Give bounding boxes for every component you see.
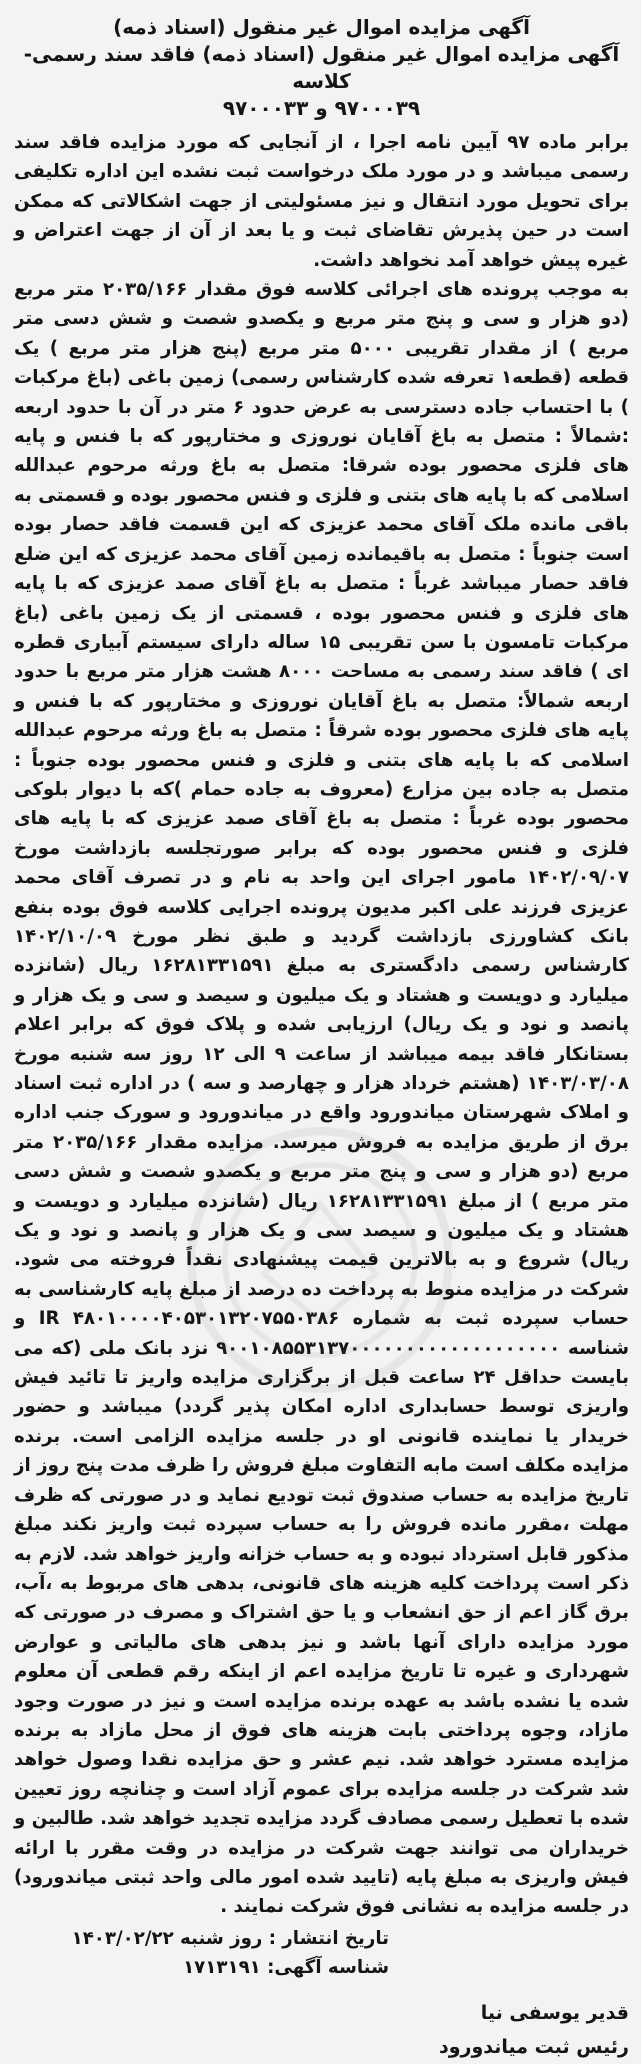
publish-date: تاریخ انتشار : روز شنبه ۱۴۰۳/۰۲/۲۲: [71, 1927, 389, 1949]
signer-name: قدیر یوسفی نیا: [480, 2001, 629, 2024]
notice-header: [14, 14, 629, 122]
case-numbers: ۹۷۰۰۰۳۹ و ۹۷۰۰۰۳۳: [222, 96, 421, 120]
signature-block: [14, 1996, 629, 2064]
notice-paragraph-details: به موجب پرونده های اجرائی کلاسه فوق مقدار ۲۰۳۵/۱۶۶ متر مربع (دو هزار و سی و پنج متر مربع و یکصدو شصت و شش دسی متر مربع ) از مقدار تقریبی ۵۰۰۰ متر مربع (پنج هزار متر مربع ) یک قطعه (قطعه۱ تعرفه شده کارشناس رسمی) زمین باغی (باغ مرکبات ) با احتساب جاده دسترسی به عرض حدود ۶ متر در آن با حدود اربعه :شمالاً : متصل به باغ آقایان نوروزی و مختارپور که با فنس و پایه های فلزی محصور بوده شرقا: متصل به باغ ورثه مرحوم عبدالله اسلامی که با پایه های بتنی و فلزی و فنس محصور بوده و قسمتی به باقی مانده ملک آقای محمد عزیزی که این قسمت فاقد حصار بوده است جنوباً : متصل به باقیمانده زمین آقای محمد عزیزی که این ضلع فاقد حصار میباشد غرباً : متصل به باغ آقای صمد عزیزی که با پایه های فلزی و فنس محصور بوده ، قسمتی از یک زمین باغی (باغ مرکبات تامسون با سن تقریبی ۱۵ ساله دارای سیستم آبیاری قطره ای ) فاقد سند رسمی به مساحت ۸۰۰۰ هشت هزار متر مربع با حدود اربعه شمالاً: متصل به باغ آقایان نوروزی و مختارپور که با فنس و پایه های فلزی محصور بوده شرقاً : متصل به باغ ورثه مرحوم عبدالله اسلامی که با پایه های بتنی و فلزی و فنس محصور بوده جنوباً : متصل به جاده بین مزارع (معروف به جاده حمام )که با دیوار بلوکی محصور بوده غرباً : متصل به باغ آقای صمد عزیزی که با پایه های فلزی و فنس محصور بوده که برابر صورتجلسه بازداشت مورخ ۱۴۰۲/۰۹/۰۷ مامور اجرای این واحد به نام و در تصرف آقای محمد عزیزی فرزند علی اکبر مدیون پرونده اجرایی کلاسه فوق بوده بنفع بانک کشاورزی بازداشت گردید و طبق نظر مورخ ۱۴۰۲/۱۰/۰۹ کارشناس رسمی دادگستری به مبلغ ۱۶۲۸۱۳۳۱۵۹۱ ریال (شانزده میلیارد و دویست و هشتاد و یک میلیون و سیصد و سی و یک هزار و پانصد و نود و یک ریال) ارزیابی شده و پلاک فوق که برابر اعلام بستانکار فاقد بیمه میباشد از ساعت ۹ الی ۱۲ روز سه شنبه مورخ ۱۴۰۳/۰۳/۰۸ (هشتم خرداد هزار و چهارصد و سه ) در اداره ثبت اسناد و املاک شهرستان میاندورود واقع در میاندورود و سورک جنب اداره برق از طریق مزایده به فروش میرسد. مزایده مقدار ۲۰۳۵/۱۶۶ متر مربع (دو هزار و سی و پنج متر مربع و یکصدو شصت و شش دسی متر مربع ) از مبلغ ۱۶۲۸۱۳۳۱۵۹۱ ریال (شانزده میلیارد و دویست و هشتاد و یک میلیون و سیصد سی و یک هزار و پانصد و نود و یک ریال) شروع و به بالاترین قیمت پیشنهادی نقداً فروخته می شود. شرکت در مزایده منوط به پرداخت ده درصد از مبلغ پایه کارشناسی به حساب سپرده ثبت به شماره IR ۴۸۰۱۰۰۰۰۴۰۵۳۰۱۳۲۰۷۵۵۰۳۸۶ و شناسه ۹۰۰۱۰۸۵۵۳۱۳۷۰۰۰۰۰۰۰۰۰۰۰۰۰۰۰۰۰۰۰ نزد بانک ملی (که می بایست حداقل ۲۴ ساعت قبل از برگزاری مزایده واریز تا تائید فیش واریزی توسط حسابداری اداره امکان پذیر گردد) میباشد و حضور خریدار یا نماینده قانونی او در جلسه مزایده الزامی است. برنده مزایده مکلف است مابه التفاوت مبلغ فروش را ظرف مدت پنج روز از تاریخ مزایده به حساب صندوق ثبت تودیع نماید و در صورتی که ظرف مهلت ،مقرر مانده فروش را به حساب سپرده ثبت واریز نکند مبلغ مذکور قابل استرداد نبوده و به حساب خزانه واریز خواهد شد. لازم به ذکر است پرداخت کلیه هزینه های قانونی، بدهی های مربوط به ،آب، برق گاز اعم از حق انشعاب و یا حق اشتراک و مصرف در صورتی که مورد مزایده دارای آنها باشد و نیز بدهی های مالیاتی و عوارض شهرداری و غیره تا تاریخ مزایده اعم از اینکه رقم قطعی آن معلوم شده یا نشده باشد به عهده برنده مزایده است و نیز در صورت وجود مازاد، وجوه پرداختی بابت هزینه های فوق از محل مازاد به برنده مزایده مسترد خواهد شد. نیم عشر و حق مزایده نقدا وصول خواهد شد شرکت در جلسه مزایده برای عموم آزاد است و چنانچه روز تعیین شده با تعطیل رسمی مصادف گردد مزایده تجدید خواهد شد. طالبین و خریداران می توانند جهت شرکت در مزایده در وقت مقرر با ارائه فیش واریزی به مبلغ پایه (تایید شده امور مالی واحد ثبتی میاندورود) در جلسه مزایده به نشانی فوق شرکت نمایند .: [14, 279, 630, 1918]
notice-body: [14, 128, 629, 1922]
notice-paragraph-disclaimer: برابر ماده ۹۷ آیین نامه اجرا ، از آنجایی که مورد مزایده فاقد سند رسمی میباشد و در مورد ملک درخواست ثبت نشده این اداره تکلیفی برای تحویل مورد انتقال و نیز مسئولیتی از جهت اشکالاتی که ممکن است در حین پذیرش تقاضای ثبت و یا بعد از آن از جهت اعتراض و غیره پیش خواهد آمد نخواهد داشت.: [14, 132, 629, 271]
notice-meta: [14, 1924, 629, 1982]
ad-id: شناسه آگهی: ۱۷۱۳۱۹۱: [183, 1956, 389, 1978]
notice-title: آگهی مزایده اموال غیر منقول (اسناد ذمه): [113, 15, 530, 39]
notice-subtitle: آگهی مزایده اموال غیر منقول (اسناد ذمه) فاقد سند رسمی- کلاسه: [23, 42, 620, 93]
signer-title: رئیس ثبت میاندورود: [439, 2035, 629, 2058]
